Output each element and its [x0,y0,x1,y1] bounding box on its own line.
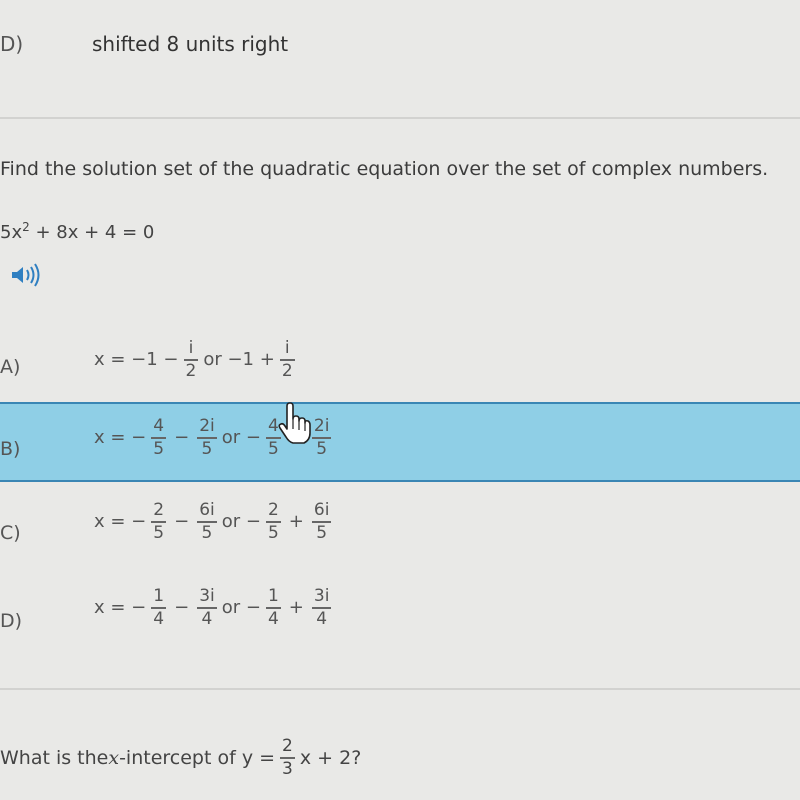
fraction [280,738,295,778]
denominator: 4 [316,608,328,629]
numerator: 3i [199,586,215,606]
denominator: 5 [316,522,328,543]
numerator: 4 [153,416,165,436]
numerator: 6i [313,500,330,520]
choice-letter: B) [0,438,21,460]
denominator: 4 [267,608,279,629]
expr-prefix: x = − [94,427,147,449]
numerator: 2i [199,416,215,436]
denominator: 3 [282,758,293,779]
denominator: 5 [316,438,328,459]
operator: + [288,511,304,533]
choice-letter: C) [0,522,21,544]
numerator: 2 [153,500,165,520]
denominator: 2 [185,360,197,381]
expr-prefix: x = − [94,597,147,619]
choice-expression [94,340,300,380]
answer-choice-c[interactable] [0,490,800,570]
choice-expression [94,502,336,542]
previous-answer-text: shifted 8 units right [92,32,289,56]
answer-choice-a[interactable] [0,330,800,410]
numerator: 2i [313,416,330,436]
numerator: 3i [313,586,330,606]
fraction [184,340,199,380]
previous-answer-row[interactable] [0,0,800,95]
fraction [312,502,332,542]
fraction [197,502,217,542]
denominator: 5 [153,438,165,459]
question-prompt: Find the solution set of the quadratic equation over the set of complex numbers. [0,158,769,180]
denominator: 5 [267,438,279,459]
fraction [197,588,217,628]
equation-right: + 8x + 4 = 0 [29,222,155,243]
operator: − [174,427,190,449]
expr-or: or − [221,511,261,533]
equation-exponent: 2 [22,220,30,234]
choice-letter: D) [0,610,23,632]
expr-prefix: x = − [94,511,147,533]
fraction [280,340,295,380]
numerator: 6i [199,500,215,520]
fraction [312,418,332,458]
numerator: 1 [267,586,279,606]
choice-expression [94,588,336,628]
numerator: 4 [267,416,279,436]
next-question-prompt [0,738,361,778]
next-question-variable: x [108,746,120,769]
equation-left: 5x [0,222,23,243]
denominator: 2 [281,360,293,381]
previous-answer-letter: D) [0,32,24,56]
speaker-icon[interactable] [10,262,46,288]
fraction [266,588,281,628]
numerator: 2 [267,500,279,520]
operator: + [288,597,304,619]
fraction [266,502,281,542]
denominator: 4 [201,608,213,629]
denominator: 5 [201,438,213,459]
denominator: 5 [267,522,279,543]
answer-choice-b[interactable] [0,402,800,482]
next-question-part1: What is the [0,746,109,769]
fraction [197,418,217,458]
denominator: 5 [153,522,165,543]
divider [0,117,800,119]
expr-or: or −1 + [203,349,275,371]
choice-letter: A) [0,356,21,378]
numerator: 1 [153,586,165,606]
numerator: i [284,338,290,358]
fraction [151,418,166,458]
next-question-part2: -intercept of y = [119,746,276,769]
question-equation [0,222,154,243]
expr-prefix: x = −1 − [94,349,179,371]
hand-cursor-icon [276,402,312,446]
fraction [151,502,166,542]
expr-or: or − [221,597,261,619]
numerator: 2 [282,736,293,756]
denominator: 4 [153,608,165,629]
denominator: 5 [201,522,213,543]
fraction [312,588,332,628]
divider [0,688,800,690]
fraction [151,588,166,628]
operator: − [174,597,190,619]
numerator: i [188,338,194,358]
expr-or: or − [221,427,261,449]
answer-choice-d[interactable] [0,578,800,658]
operator: − [174,511,190,533]
next-question-part3: x + 2? [299,746,362,769]
